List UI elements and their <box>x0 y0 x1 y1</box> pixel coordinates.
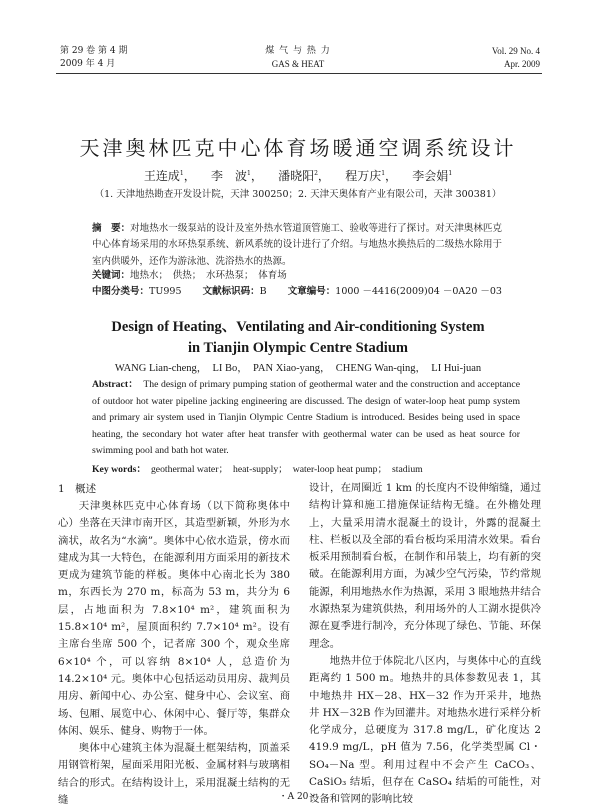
author-sup: 1 <box>448 170 453 177</box>
abstract-cn-label: 摘 要： <box>92 223 131 234</box>
paper-title-cn: 天津奥林匹克中心体育场暖通空调系统设计 <box>79 136 517 160</box>
article-no-label: 文章编号： <box>287 286 336 297</box>
clc-label: 中图分类号： <box>92 286 150 297</box>
abstract-en <box>92 377 520 460</box>
header-rule <box>56 73 542 74</box>
author-cn: 李 波 <box>210 169 247 183</box>
authors-cn: 王连成$^1$， 李 波$^1$， 潘晓阳$^2$， 程万庆$^1$， 李会娟$^1$ <box>143 169 453 183</box>
affiliation-cn: （1. 天津地热勘查开发设计院，天津 300250；2. 天津天奥体育产业有限公司，天津 300381） <box>94 189 502 200</box>
author-cn: 程万庆 <box>345 169 382 183</box>
keywords-en-text: geothermal water； heat-supply； water-loop heat pump； stadium <box>150 464 423 475</box>
author-cn: 潘晓阳 <box>278 169 315 183</box>
body-right-column <box>309 480 541 809</box>
doc-code-label: 文献标识码： <box>202 286 260 297</box>
author-cn: 李会娟 <box>412 169 449 183</box>
section-heading: 1 概述 <box>58 483 97 495</box>
body-paragraph: 地热井位于体院北八区内，与奥体中心的直线距离约 1 500 m。地热井的具体参数见表 1，其中地热井 HX－28、HX－32 作为开采井，地热井 HX－32B 作为回灌井。对地热水进行采样分析化学成分，总硬度为 317.8 mg/L，矿化度达 2 419.9 mg/L，pH 值为 7.56，化学类型属 Cl・SO₄－Na 型。利用过程中不会产生 CaCO₃、CaSiO₃ 结垢，但存在 CaSO₄ 结垢的可能性，对设备和管网的影响比较 <box>309 654 541 806</box>
clc-value: TU995 <box>149 286 182 297</box>
author-cn: 王连成 <box>143 169 180 183</box>
keywords-cn-text: 地热水； 供热； 水环热泵； 体育场 <box>130 270 287 281</box>
journal-name-en: GAS & HEAT <box>271 59 325 69</box>
authors-en: WANG Lian-cheng， LI Bo， PAN Xiao-yang， CHENG Wan-qing， LI Hui-juan <box>114 363 482 374</box>
journal-date: 2009 年 4 月 <box>60 59 116 69</box>
author-sup: 2 <box>314 170 318 177</box>
page-number: ・A 20・ <box>278 792 318 802</box>
keywords-en <box>92 462 520 478</box>
abstract-cn <box>92 221 502 270</box>
body-paragraph-continued: 设计，在周圈近 1 km 的长度内不设伸缩缝，通过结构计算和施工措施保证结构无缝。在外檐处理上，大量采用清水混凝土的设计，外露的混凝土柱、栏板以及全部的看台板均采用清水效果。看台板采用预制看台板，在制作和吊装上，均有新的突破。在能源利用方面，为减少空气污染，节约常规能源，利用地热水作为热源，采用 3 眼地热井结合水源热泵为建筑供热，利用场外的人工湖水提供冷源在夏季进行制冷，充分体现了绿色、节能、环保理念。 <box>309 482 541 650</box>
journal-volume-en: Vol. 29 No. 4 <box>491 46 540 56</box>
body-left-column <box>58 480 290 809</box>
classification-line <box>92 284 522 300</box>
keywords-cn <box>92 268 502 284</box>
abstract-en-label: Abstract： <box>92 379 139 390</box>
keywords-en-label: Key words： <box>92 464 147 475</box>
paper-title-en-line1: Design of Heating、Ventilating and Air-conditioning System <box>111 319 485 335</box>
body-paragraph: 天津奥林匹克中心体育场（以下简称奥体中心）坐落在天津市南开区，其造型新颖，外形为水滴状，故名为“水滴”。奥体中心依水造景，傍水而建成为其一大特色，在能源利用方面采用的新技术更成为建筑节能的样板。奥体中心南北长为 380 m，东西长为 270 m，标高为 53 m，共分为 6 层，占地面积为 7.8×10⁴ m²，建筑面积为 15.8×10⁴ m²，屋顶面积约 7.7×10⁴ m²。设有主席台坐席 500 个，记者席 300 个，观众坐席 6×10⁴ 个，可以容纳 8×10⁴ 人，总造价为 14.2×10⁴ 元。奥体中心包括运动员用房、裁判员用房、新闻中心、办公室、健身中心、会议室、商场、包厢、展览中心、休闲中心、餐厅等，集群众体闲、娱乐、健身、购物于一体。 <box>58 500 290 737</box>
author-sup: 1 <box>381 170 386 177</box>
article-no-value: 1000 －4416(2009)04 －0A20 －03 <box>335 286 502 297</box>
abstract-en-text: The design of primary pumping station of geothermal water and the construction and acceptance of outdoor hot water pipeline jacking engineering are discussed. The design of water-loop heat pump system and primary air system used in Tianjin Olympic Centre Stadium is introduced. Besides being used in space heating, the secondary hot water after heat transfer with geothermal water can be used as heat source for swimming pool and bath hot water. <box>92 379 521 457</box>
author-sup: 1 <box>179 170 184 177</box>
body-paragraph: 奥体中心建筑主体为混凝土框架结构，顶盖采用钢管桁架，屋面采用阳光板、金属材料与玻璃相结合的形式。在结构设计上，采用混凝土结构的无缝 <box>58 742 290 807</box>
keywords-cn-label: 关键词： <box>92 270 131 281</box>
journal-date-en: Apr. 2009 <box>504 59 540 69</box>
journal-name-cn: 煤 气 与 热 力 <box>265 46 331 56</box>
paper-title-en-line2: in Tianjin Olympic Centre Stadium <box>188 340 408 356</box>
author-sup: 1 <box>246 170 251 177</box>
abstract-cn-text: 对地热水一级泵站的设计及室外热水管道顶管施工、验收等进行了探讨。对天津奥林匹克中心体育场采用的水环热泵系统、新风系统的设计进行了介绍。与地热水换热后的二级热水除用于室内供暖外，还作为游泳池、洗浴热水的热源。 <box>92 223 502 267</box>
journal-volume-issue: 第 29 卷 第 4 期 <box>60 46 128 56</box>
doc-code-value: B <box>259 286 267 297</box>
